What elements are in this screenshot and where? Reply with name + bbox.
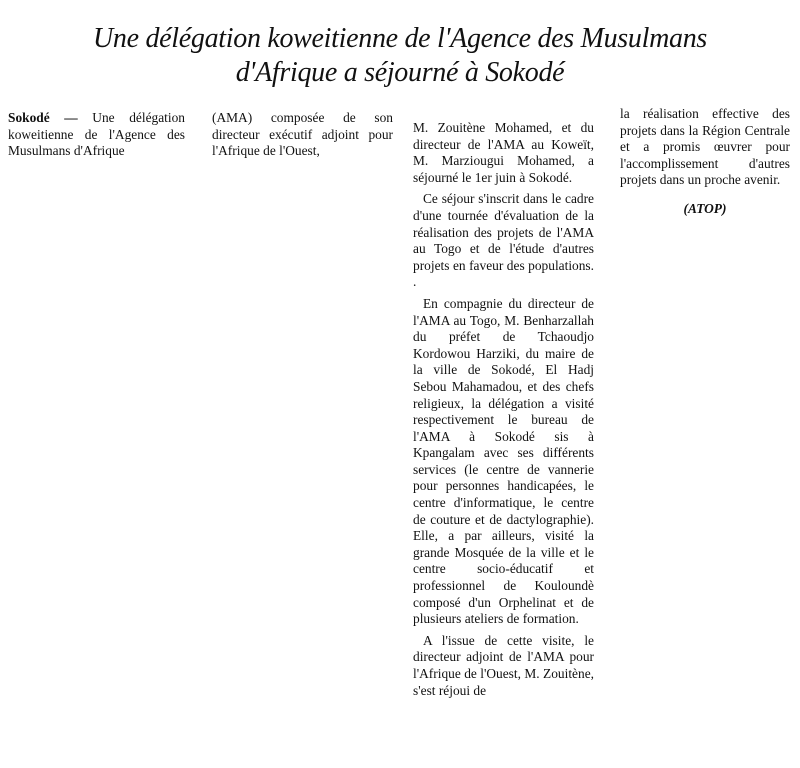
column-2-paragraph: (AMA) composée de son directeur exécutif adjoint pour l'Afrique de l'Ouest, xyxy=(212,110,393,159)
lead-paragraph xyxy=(8,110,185,160)
article-column-3 xyxy=(413,120,594,704)
article-column-1 xyxy=(8,110,185,165)
column-4-paragraph: la réalisation effective des projets dans la Région Centrale et a promis œuvrer pour l'accomplissement d'autres projets dans un proche avenir. xyxy=(620,106,790,188)
column-3-paragraph-3: En compagnie du directeur de l'AMA au Togo, M. Benharzallah du préfet de Tchaoudjo Kordowou Harziki, du maire de la ville de Sokodé, El Hadj Sebou Mahamadou, et des chefs religieux, la délégation a visité respectivement le bureau de l'AMA à Sokodé sis à Kpangalam avec ses différents services (le centre de vannerie pour personnes handicapées, le centre d'informatique, le centre de couture et de dactylographie). Elle, a par ailleurs, visité la grande Mosquée de la ville et le centre socio-éducatif et professionnel de Kouloundè composé d'un Orphelinat et de plusieurs ateliers de formation. xyxy=(413,295,594,627)
column-3-paragraph-1: M. Zouitène Mohamed, et du directeur de l'AMA au Koweït, M. Marziougui Mohamed, a séjourné le 1er juin à Sokodé. xyxy=(413,120,594,185)
article-headline xyxy=(0,22,800,90)
agency-signature: (ATOP) xyxy=(683,200,727,216)
dateline: Sokodé — xyxy=(8,110,78,125)
headline-line-1: Une délégation koweitienne de l'Agence des Musulmans xyxy=(93,23,707,54)
lead-text: Une délégation koweitienne de l'Agence des Musulmans d'Afrique xyxy=(8,110,185,159)
headline-line-2: d'Afrique a séjourné à Sokodé xyxy=(235,57,565,88)
article-column-2 xyxy=(212,110,393,165)
column-3-paragraph-2: Ce séjour s'inscrit dans le cadre d'une tournée d'évaluation de la réalisation des projets de l'AMA au Togo et de l'étude d'autres projets en faveur des populations. . xyxy=(413,191,594,290)
column-3-paragraph-4: A l'issue de cette visite, le directeur adjoint de l'AMA pour l'Afrique de l'Ouest, M. Zouitène, s'est réjoui de xyxy=(413,632,594,698)
article-column-4 xyxy=(620,106,790,218)
